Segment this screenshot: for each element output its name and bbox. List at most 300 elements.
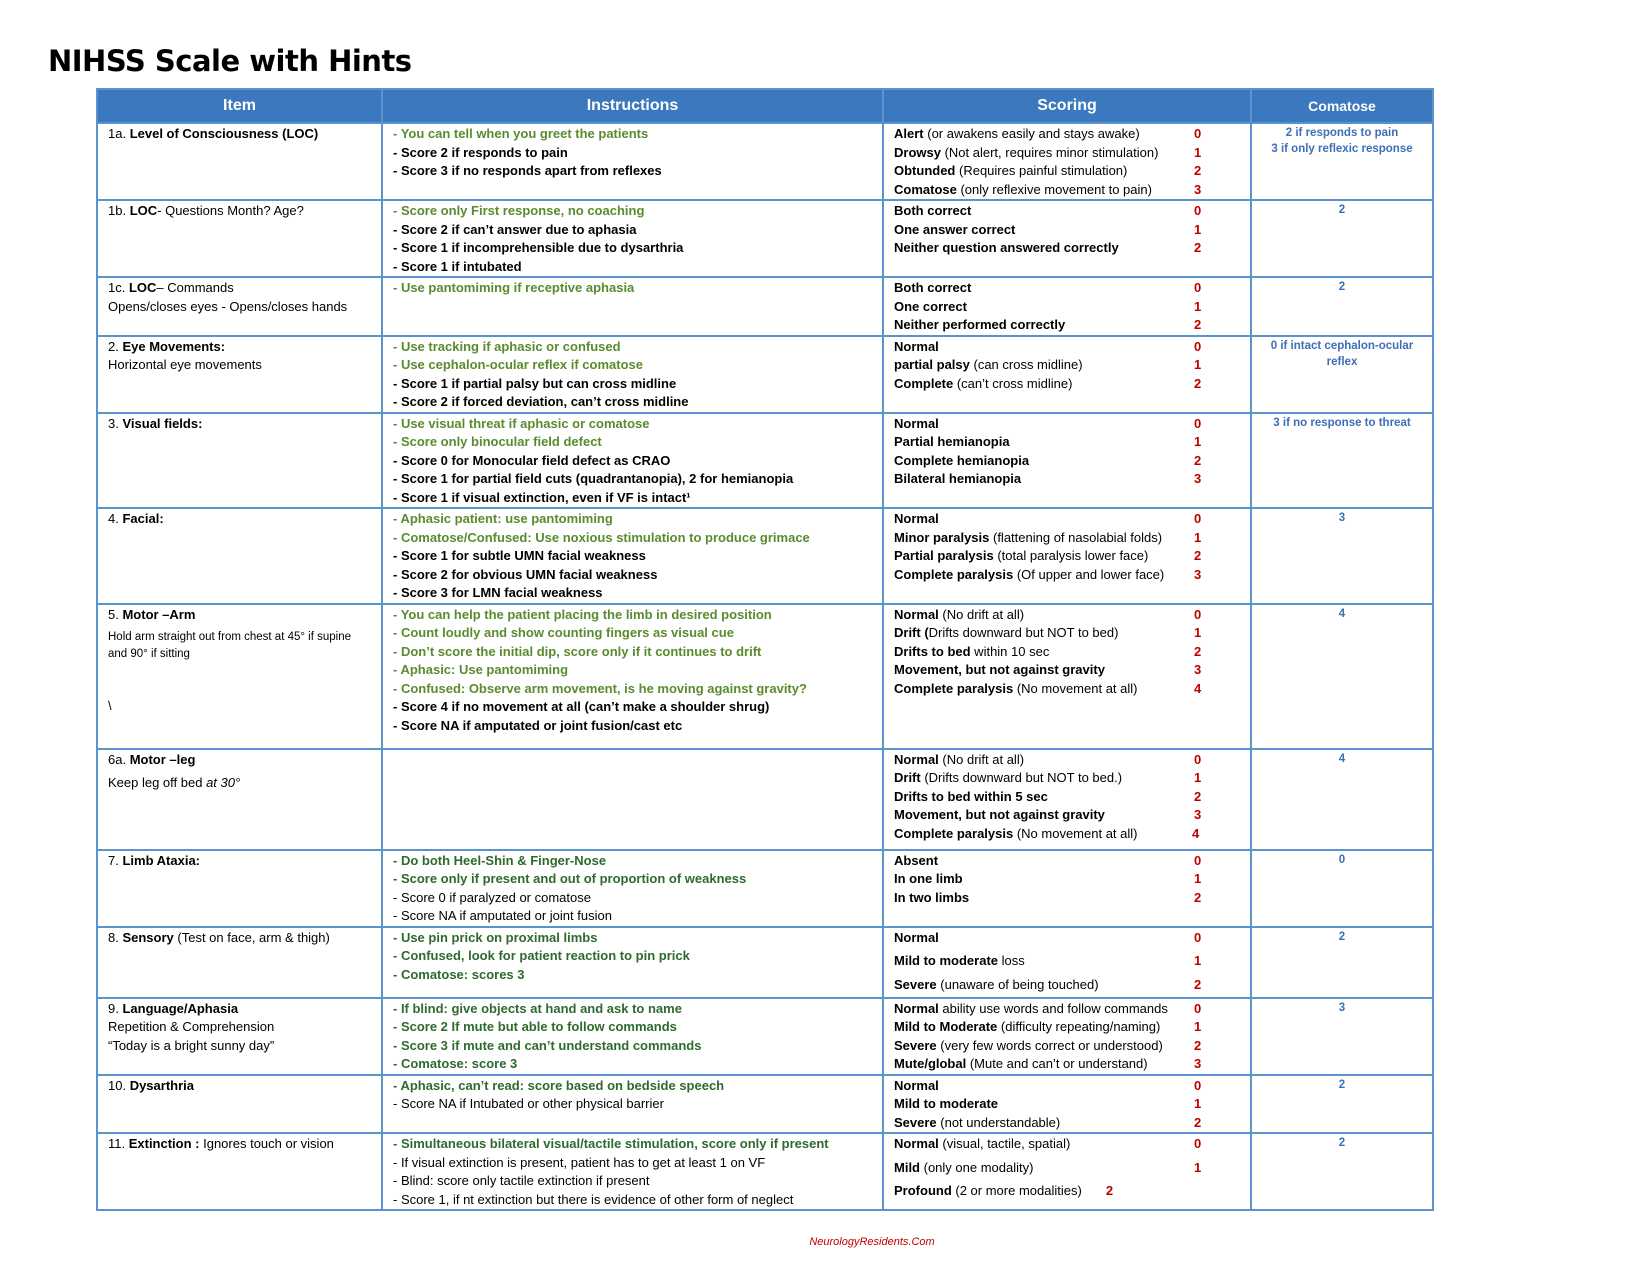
item-cell — [97, 336, 382, 413]
score-value: 1 — [1194, 1159, 1202, 1175]
score-label-bold: One correct — [894, 298, 967, 314]
score-option — [894, 221, 1240, 240]
item-number: 10. — [108, 1077, 130, 1093]
score-label — [894, 1159, 1194, 1178]
score-label-detail: (flattening of nasolabial folds) — [989, 529, 1163, 545]
score-option — [894, 1135, 1240, 1154]
instructions-cell — [382, 123, 883, 200]
table-row — [97, 927, 1433, 998]
instruction-line: - Comatose: score 3 — [393, 1056, 518, 1071]
score-option — [894, 1055, 1240, 1074]
score-label — [894, 1135, 1194, 1154]
score-option — [894, 181, 1240, 200]
score-option — [894, 279, 1240, 298]
page-title: NIHSS Scale with Hints — [48, 44, 412, 78]
score-option — [894, 144, 1240, 163]
instruction-line: - Score NA if amputated or joint fusion/cast etc — [393, 717, 683, 733]
footer-credit — [0, 1236, 1650, 1248]
comatose-note: 2 — [1338, 930, 1346, 943]
score-label-detail: (No movement at all) — [1013, 680, 1138, 696]
score-option — [894, 825, 1240, 844]
score-label-detail: (very few words correct or understood) — [936, 1037, 1163, 1053]
table-row — [97, 277, 1433, 336]
score-label-bold: Movement — [894, 662, 959, 677]
score-label-bold: In two limbs — [894, 889, 970, 905]
score-label — [894, 144, 1194, 163]
item-name: Facial: — [122, 511, 164, 526]
score-value: 1 — [1194, 871, 1202, 886]
instruction-line: - Comatose/Confused: Use noxious stimulation to produce grimace — [393, 529, 810, 545]
item-name: Eye Movements: — [122, 338, 226, 354]
score-label — [894, 976, 1194, 995]
instruction-line: - Score 3 for LMN facial weakness — [393, 585, 603, 600]
score-option — [894, 929, 1240, 948]
score-label — [894, 547, 1194, 566]
comatose-cell — [1251, 123, 1433, 200]
score-label-bold: Bilateral hemianopia — [894, 471, 1022, 486]
item-subline: Repetition & Comprehension — [108, 1019, 275, 1034]
scoring-cell — [883, 850, 1251, 927]
instruction-line: - Score 3 if mute and can’t understand commands — [393, 1037, 702, 1053]
item-subline: Opens/closes eyes - Opens/closes hands — [108, 298, 348, 314]
instruction-line: - Confused, look for patient reaction to pin prick — [393, 948, 690, 963]
score-label — [894, 680, 1194, 699]
comatose-note: 0 — [1338, 853, 1346, 866]
instruction-line: - Score 2 if can’t answer due to aphasia — [393, 221, 637, 237]
item-name: Dysarthria — [129, 1077, 194, 1093]
score-value: 3 — [1194, 471, 1202, 486]
item-heading — [108, 279, 371, 298]
score-label-bold: Normal — [894, 1077, 939, 1093]
score-label-bold: Neither question answered correctly — [894, 240, 1119, 255]
header-item: Item — [97, 89, 382, 123]
instruction-line: - Score 4 if no movement at all (can’t make a shoulder shrug) — [393, 699, 770, 714]
score-value: 1 — [1194, 770, 1202, 785]
score-label — [894, 1000, 1194, 1019]
table-row — [97, 200, 1433, 277]
score-label-bold: Severe — [894, 1037, 937, 1053]
instruction-line: - Aphasic patient: use pantomiming — [393, 511, 613, 526]
instruction-line: - Score 2 if responds to pain — [393, 144, 568, 160]
score-option — [894, 316, 1240, 335]
instructions-cell — [382, 508, 883, 604]
score-option — [894, 1095, 1240, 1114]
score-label-bold: Both correct — [894, 203, 972, 218]
item-cell — [97, 749, 382, 850]
comatose-note: 3 — [1338, 1001, 1346, 1014]
score-label-detail: (2 or more modalities) — [951, 1183, 1082, 1198]
score-option — [894, 510, 1240, 529]
item-cell — [97, 850, 382, 927]
instruction-line: - Don’t score the initial dip, score only if it continues to drift — [393, 643, 762, 659]
instructions-cell — [382, 336, 883, 413]
instruction-line: - Score 1 for subtle UMN facial weakness — [393, 548, 646, 563]
item-heading — [108, 1135, 371, 1154]
score-label-bold: Partial hemianopia — [894, 434, 1010, 449]
score-value: 1 — [1194, 298, 1202, 314]
item-cell — [97, 604, 382, 749]
score-option — [894, 1114, 1240, 1133]
item-number: 4. — [108, 511, 123, 526]
table-row — [97, 749, 1433, 850]
score-option — [894, 952, 1240, 971]
score-option — [894, 452, 1240, 471]
instruction-line: - Comatose: scores 3 — [393, 966, 525, 982]
score-label-detail: (No drift at all) — [938, 606, 1025, 622]
item-cell — [97, 413, 382, 509]
score-label — [894, 125, 1194, 144]
score-value: 1 — [1194, 357, 1202, 372]
item-cell — [97, 927, 382, 998]
score-label-detail: (Not alert, requires minor stimulation) — [940, 144, 1159, 160]
instructions-cell — [382, 998, 883, 1075]
scoring-cell — [883, 123, 1251, 200]
score-option — [894, 162, 1240, 181]
score-label-bold: Drowsy — [894, 144, 941, 160]
score-label-bold: Normal — [894, 751, 939, 767]
score-label-bold: Drift — [894, 770, 921, 785]
item-cell — [97, 123, 382, 200]
item-detail: (Test on face, arm & thigh) — [173, 929, 330, 945]
item-number: 6a. — [108, 751, 130, 767]
score-label-bold: Complete paralysis — [894, 566, 1014, 582]
footer-text: NeurologyResidents.Com — [809, 1236, 935, 1248]
score-label — [894, 870, 1194, 889]
score-label — [894, 566, 1194, 585]
score-value: 0 — [1194, 415, 1202, 431]
score-label — [894, 788, 1194, 807]
score-option — [894, 470, 1240, 489]
score-label-bold: Comatose — [894, 181, 957, 197]
score-label-bold: Normal — [894, 929, 939, 945]
score-label — [894, 470, 1194, 489]
score-option — [894, 889, 1240, 908]
score-option — [894, 529, 1240, 548]
instruction-line: - Score 3 if no responds apart from reflexes — [393, 163, 662, 178]
score-option — [894, 239, 1240, 258]
score-option — [894, 415, 1240, 434]
score-value: 0 — [1194, 1077, 1202, 1093]
item-name: Language/Aphasia — [122, 1000, 239, 1016]
score-value: 0 — [1194, 606, 1202, 622]
table-body — [97, 123, 1433, 1210]
score-value: 1 — [1194, 1019, 1202, 1034]
item-cell — [97, 277, 382, 336]
score-label-bold: Mute/global — [894, 1056, 967, 1071]
score-value: 2 — [1194, 1114, 1202, 1130]
instruction-line: - Do both Heel-Shin & Finger-Nose — [393, 852, 607, 868]
score-value: 3 — [1194, 662, 1202, 677]
score-value: 1 — [1194, 1096, 1202, 1111]
score-label-detail: (No drift at all) — [938, 751, 1025, 767]
score-label-bold: Mild to Moderate — [894, 1019, 998, 1034]
item-heading — [108, 751, 371, 770]
item-note: \ — [108, 698, 112, 713]
score-label-detail: (visual, tactile, spatial) — [938, 1136, 1071, 1151]
comatose-note: 2 — [1338, 204, 1346, 216]
instruction-line: - Use visual threat if aphasic or comatose — [393, 415, 650, 431]
score-label-detail: (not understandable) — [936, 1114, 1061, 1130]
score-label-bold: Obtunded — [894, 163, 956, 178]
table-row — [97, 850, 1433, 927]
score-label — [894, 1055, 1194, 1074]
score-label — [894, 624, 1194, 643]
score-option — [894, 566, 1240, 585]
score-label — [894, 338, 1194, 357]
item-heading — [108, 415, 371, 434]
score-label-detail: loss — [998, 953, 1025, 968]
score-option — [894, 298, 1240, 317]
item-name: Level of Consciousness (LOC) — [129, 126, 319, 141]
score-label — [894, 929, 1194, 948]
instruction-line: - Score only First response, no coaching — [393, 203, 645, 218]
score-label — [894, 889, 1194, 908]
score-label — [894, 298, 1194, 317]
score-label-bold: Complete paralysis — [894, 680, 1014, 696]
score-label-bold: Mild — [894, 1159, 920, 1175]
table-row — [97, 336, 1433, 413]
score-value: 2 — [1194, 375, 1202, 391]
item-cell — [97, 998, 382, 1075]
score-label — [894, 852, 1194, 871]
score-label-detail: , but not against gravity — [958, 662, 1105, 677]
scoring-cell — [883, 508, 1251, 604]
score-option — [894, 976, 1240, 995]
instruction-line: - Use tracking if aphasic or confused — [393, 338, 621, 354]
instruction-line: - Use pin prick on proximal limbs — [393, 929, 598, 945]
score-label-detail: (Drifts downward but NOT to bed.) — [920, 770, 1123, 785]
instruction-line: - Simultaneous bilateral visual/tactile stimulation, score only if present — [393, 1136, 829, 1151]
item-name: Sensory — [122, 929, 174, 945]
instruction-line: - You can tell when you greet the patients — [393, 126, 649, 141]
table-row — [97, 604, 1433, 749]
instruction-line: - Score NA if Intubated or other physical barrier — [393, 1096, 664, 1111]
instruction-line: - Score 1 for partial field cuts (quadrantanopia), 2 for hemianopia — [393, 471, 794, 486]
score-value: 4 — [1192, 825, 1200, 841]
score-value: 0 — [1194, 338, 1202, 354]
item-subline — [108, 774, 371, 793]
score-label — [894, 1182, 1082, 1201]
comatose-note: 4 — [1338, 607, 1346, 620]
score-label-bold: Drifts to bed within 5 sec — [894, 788, 1048, 804]
item-number: 8. — [108, 929, 123, 945]
instructions-cell — [382, 200, 883, 277]
table-row — [97, 123, 1433, 200]
score-label-detail: ability use words and follow commands — [938, 1000, 1168, 1016]
instruction-line: - You can help the patient placing the limb in desired position — [393, 606, 772, 622]
score-value: 2 — [1194, 452, 1202, 468]
score-option — [894, 375, 1240, 394]
instructions-cell — [382, 927, 883, 998]
table-row — [97, 1075, 1433, 1134]
score-value: 0 — [1194, 1000, 1202, 1016]
comatose-cell — [1251, 998, 1433, 1075]
score-label — [894, 239, 1194, 258]
score-label-detail: (can’t cross midline) — [953, 375, 1073, 391]
score-label-bold: Profound — [894, 1183, 952, 1198]
score-label — [894, 952, 1194, 971]
item-number: 11. — [108, 1136, 129, 1151]
instruction-line: - Score 1 if intubated — [393, 258, 522, 274]
item-cell — [97, 508, 382, 604]
score-label — [894, 375, 1194, 394]
instruction-line: - If visual extinction is present, patient has to get at least 1 on VF — [393, 1154, 766, 1170]
score-label-detail: (No movement at all) — [1013, 825, 1138, 841]
score-label — [894, 643, 1194, 662]
score-value: 0 — [1194, 511, 1202, 526]
score-value: 3 — [1194, 566, 1202, 582]
score-label-detail: (or awakens easily and stays awake) — [923, 126, 1140, 141]
header-instructions: Instructions — [382, 89, 883, 123]
comatose-cell — [1251, 508, 1433, 604]
item-subline: “Today is a bright sunny day” — [108, 1037, 275, 1053]
score-option — [894, 806, 1240, 825]
item-number: 1c. — [108, 280, 129, 295]
comatose-note: reflex — [1326, 355, 1358, 368]
score-label-detail: Drifts downward but NOT to bed) — [928, 625, 1119, 640]
item-heading — [108, 202, 371, 221]
score-value: 1 — [1194, 144, 1202, 160]
score-value: 1 — [1194, 434, 1202, 449]
score-label — [894, 825, 1194, 844]
instruction-line: - Score 2 for obvious UMN facial weakness — [393, 566, 658, 582]
score-option — [894, 870, 1240, 889]
instruction-line: - Score only binocular field defect — [393, 434, 602, 449]
item-name: LOC — [129, 203, 158, 218]
scoring-cell — [883, 927, 1251, 998]
score-label-bold: Drifts to bed — [894, 643, 971, 659]
instruction-line: - If blind: give objects at hand and ask to name — [393, 1000, 682, 1016]
score-option — [894, 1159, 1240, 1178]
score-option — [894, 547, 1240, 566]
score-label-bold: Movement, but not against gravity — [894, 807, 1105, 822]
score-label — [894, 452, 1194, 471]
score-value: 4 — [1194, 680, 1202, 696]
item-number: 2. — [108, 338, 123, 354]
score-label-bold: Normal — [894, 1000, 939, 1016]
score-label-detail: within 10 sec — [970, 643, 1050, 659]
score-label — [894, 751, 1194, 770]
score-label-bold: Severe — [894, 1114, 937, 1130]
score-value: 0 — [1194, 280, 1202, 295]
score-label-detail: (Requires painful stimulation) — [955, 163, 1128, 178]
comatose-note: 3 if only reflexic response — [1271, 143, 1413, 155]
score-option — [894, 788, 1240, 807]
instruction-line: - Score 2 if forced deviation, can’t cross midline — [393, 394, 689, 409]
item-name: Motor –leg — [129, 751, 196, 767]
comatose-cell — [1251, 277, 1433, 336]
item-number: 9. — [108, 1000, 123, 1016]
item-detail: – Commands — [156, 280, 234, 295]
comatose-cell — [1251, 413, 1433, 509]
score-label — [894, 1018, 1194, 1037]
score-value: 1 — [1194, 625, 1202, 640]
instruction-line: - Score only if present and out of proportion of weakness — [393, 871, 747, 886]
score-label-bold: Partial paralysis — [894, 548, 994, 563]
instruction-line: - Aphasic, can’t read: score based on bedside speech — [393, 1077, 725, 1093]
comatose-cell — [1251, 604, 1433, 749]
score-label-bold: Absent — [894, 852, 939, 868]
item-hint-angle: at 30° — [206, 775, 241, 790]
header-comatose: Comatose — [1251, 89, 1433, 123]
score-option — [894, 433, 1240, 452]
score-label-bold: Complete hemianopia — [894, 452, 1030, 468]
score-value: 2 — [1194, 788, 1202, 804]
comatose-note: 3 — [1338, 512, 1346, 524]
score-option — [894, 1000, 1240, 1019]
score-label — [894, 162, 1194, 181]
instruction-line: - Score 1, if nt extinction but there is evidence of other form of neglect — [393, 1191, 794, 1207]
scoring-cell — [883, 336, 1251, 413]
score-label-bold: One answer correct — [894, 221, 1016, 237]
score-value: 2 — [1194, 240, 1202, 255]
instruction-line: - Aphasic: Use pantomiming — [393, 662, 569, 677]
score-label-bold: Neither performed correctly — [894, 317, 1066, 332]
table-row — [97, 1133, 1433, 1210]
score-label — [894, 1037, 1194, 1056]
scoring-cell — [883, 1075, 1251, 1134]
scoring-cell — [883, 200, 1251, 277]
item-number: 1a. — [108, 126, 130, 141]
score-label-bold: Both correct — [894, 280, 972, 295]
comatose-note: 2 — [1338, 281, 1346, 293]
score-value: 2 — [1194, 548, 1202, 563]
scoring-cell — [883, 277, 1251, 336]
score-value: 1 — [1194, 953, 1202, 968]
item-subline: Horizontal eye movements — [108, 357, 262, 372]
instruction-line: - Confused: Observe arm movement, is he moving against gravity? — [393, 680, 807, 696]
instruction-line: - Score 1 if visual extinction, even if VF is intact¹ — [393, 489, 691, 505]
score-label — [894, 661, 1194, 680]
score-label — [894, 606, 1194, 625]
score-label-bold: In one limb — [894, 871, 963, 886]
score-value: 0 — [1194, 929, 1202, 945]
item-heading — [108, 929, 371, 948]
comatose-cell — [1251, 1133, 1433, 1210]
instruction-line: - Blind: score only tactile extinction if present — [393, 1173, 650, 1188]
comatose-note: 0 if intact cephalon-ocular — [1270, 339, 1414, 352]
score-label-bold: partial palsy — [894, 357, 970, 372]
item-detail: - Questions Month? Age? — [157, 203, 304, 218]
score-value: 2 — [1105, 1183, 1114, 1198]
item-heading — [108, 338, 371, 357]
scoring-cell — [883, 413, 1251, 509]
score-label — [894, 806, 1194, 825]
item-cell — [97, 1133, 382, 1210]
comatose-note: 2 — [1338, 1137, 1346, 1149]
score-value: 2 — [1194, 976, 1202, 992]
scoring-cell — [883, 749, 1251, 850]
score-value: 3 — [1194, 181, 1202, 197]
score-label — [894, 356, 1194, 375]
score-label-bold: Mild to moderate — [894, 953, 999, 968]
score-option — [894, 852, 1240, 871]
score-label-bold: Severe — [894, 976, 937, 992]
comatose-cell — [1251, 1075, 1433, 1134]
score-option — [894, 643, 1240, 662]
comatose-note: 2 if responds to pain — [1285, 127, 1399, 139]
item-heading — [108, 125, 371, 144]
score-value: 2 — [1194, 643, 1202, 659]
score-option — [894, 202, 1240, 221]
score-option — [894, 125, 1240, 144]
score-option — [894, 751, 1240, 770]
score-label — [894, 510, 1194, 529]
score-label-detail: (only one modality) — [920, 1159, 1034, 1175]
score-label-bold: Drift ( — [894, 625, 929, 640]
item-hint: Hold arm straight out from chest at 45° if supine and 90° if sitting — [108, 631, 352, 660]
score-label — [894, 433, 1194, 452]
